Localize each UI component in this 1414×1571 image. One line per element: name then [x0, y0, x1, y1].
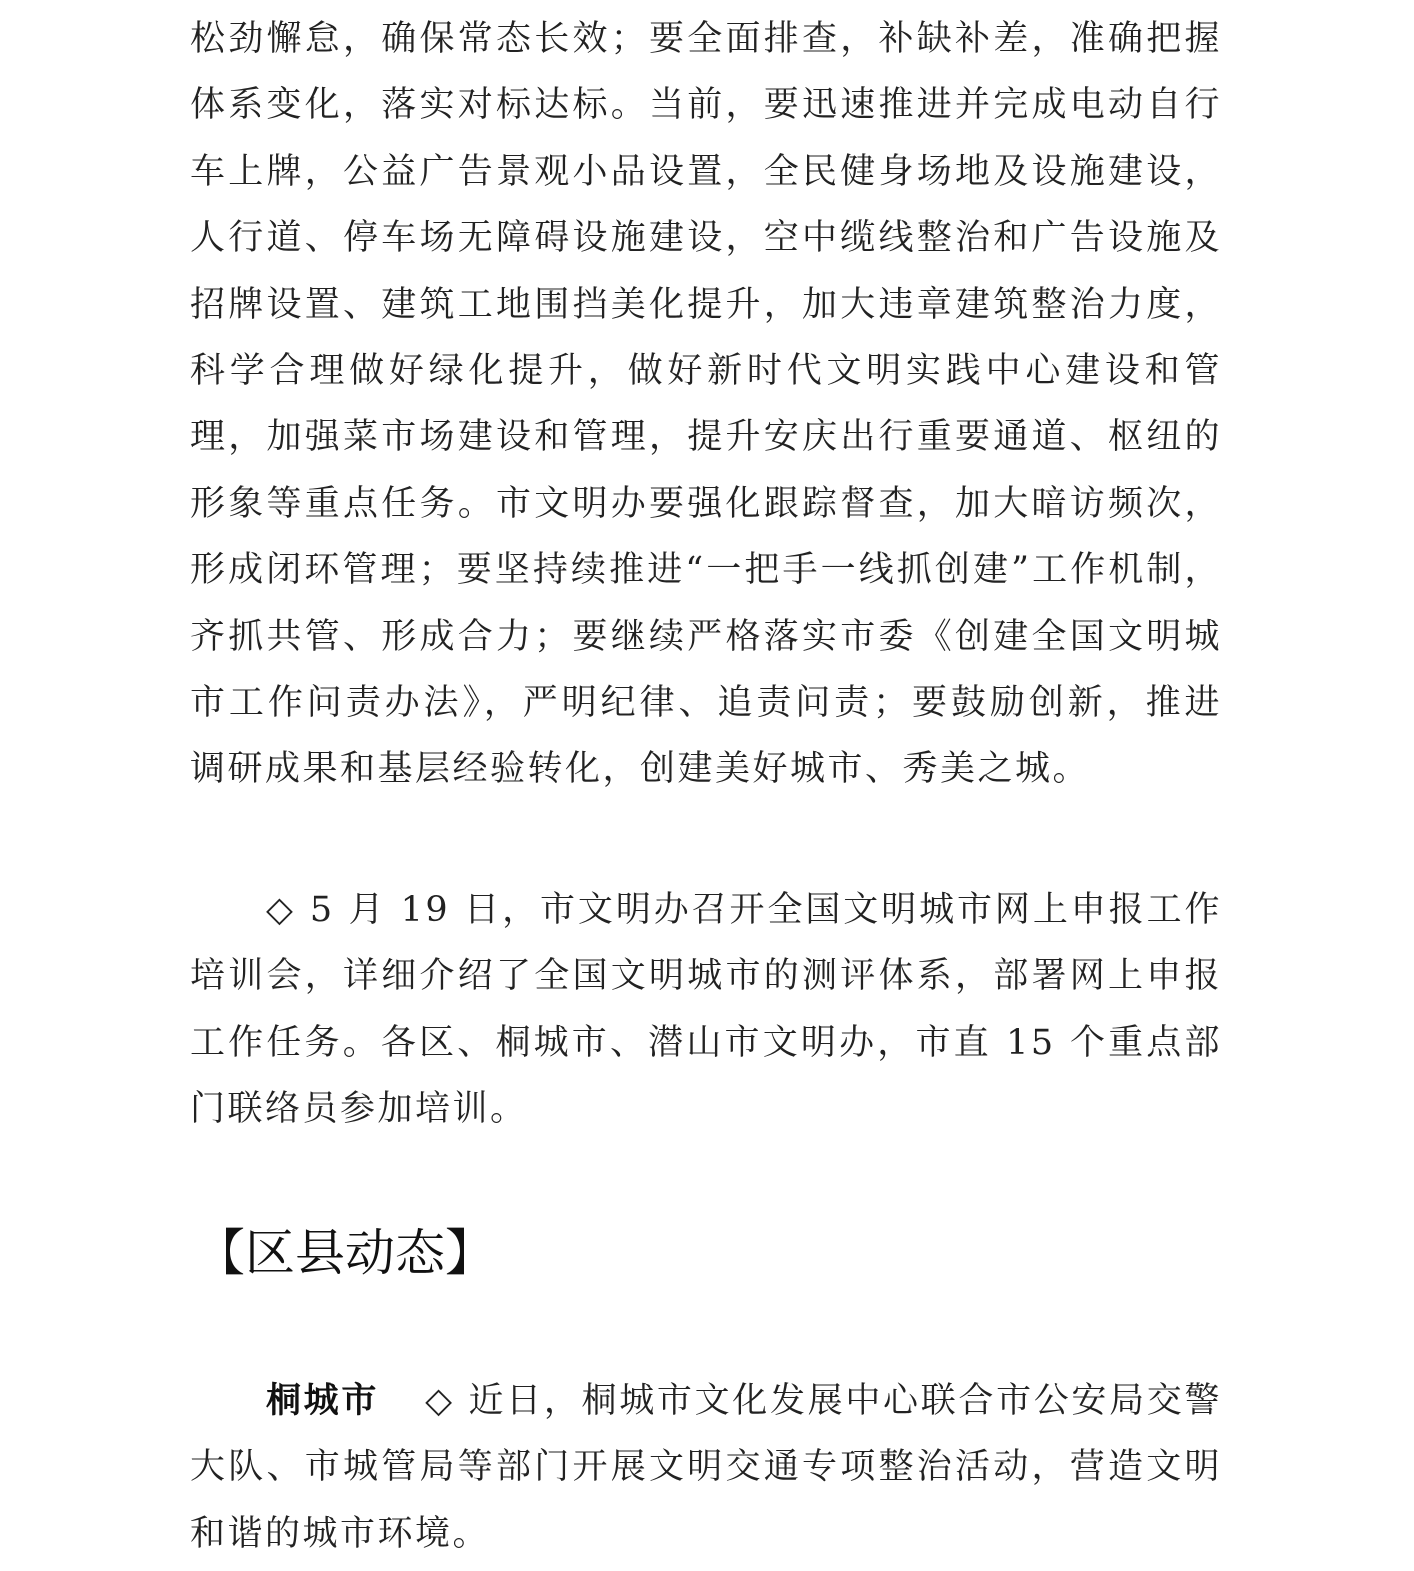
county-news-text: ◇ 近日，桐城市文化发展中心联合市公安局交警大队、市城管局等部门开展文明交通专项整治活动，营造文明和谐的城市环境。 — [190, 1381, 1222, 1554]
section-heading-county-news: 【区县动态】 — [195, 1224, 495, 1282]
paragraph-online-declaration-training: ◇ 5 月 19 日，市文明办召开全国文明城市网上申报工作培训会，详细介绍了全国文明城市的测评体系，部署网上申报工作任务。各区、桐城市、潜山市文明办，市直 15 个重点部门联络员参加培训。 — [190, 890, 1222, 1130]
paragraph-tongcheng-news — [190, 1368, 1222, 1567]
paragraph-work-requirements: 松劲懈怠，确保常态长效；要全面排查，补缺补差，准确把握体系变化，落实对标达标。当前，要迅速推进并完成电动自行车上牌，公益广告景观小品设置，全民健身场地及设施建设，人行道、停车场无障碍设施建设，空中缆线整治和广告设施及招牌设置、建筑工地围挡美化提升，加大违章建筑整治力度，科学合理做好绿化提升，做好新时代文明实践中心建设和管理，加强菜市场建设和管理，提升安庆出行重要通道、枢纽的形象等重点任务。市文明办要强化跟踪督查，加大暗访频次，形成闭环管理；要坚持续推进“一把手一线抓创建”工作机制，齐抓共管、形成合力；要继续严格落实市委《创建全国文明城市工作问责办法》，严明纪律、追责问责；要鼓励创新，推进调研成果和基层经验转化，创建美好城市、秀美之城。 — [190, 19, 1222, 790]
county-name-lead: 桐城市 — [266, 1381, 380, 1421]
